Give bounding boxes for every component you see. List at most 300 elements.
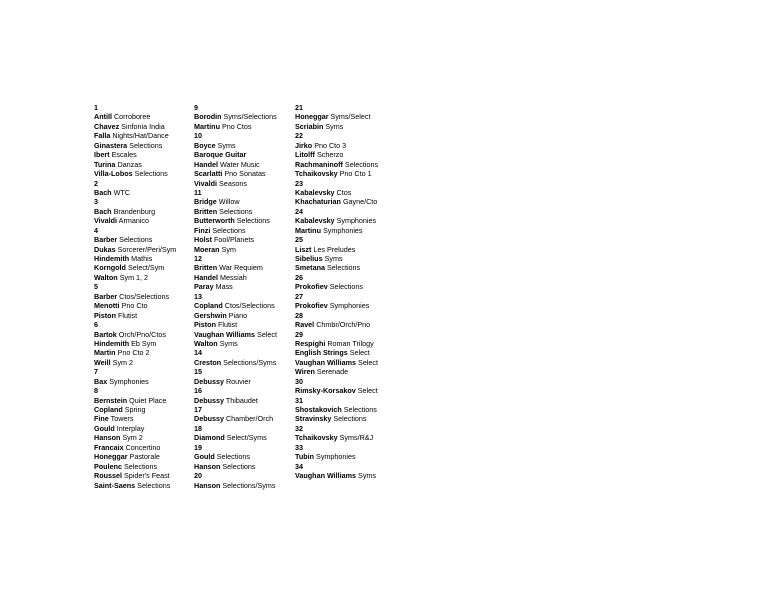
list-item bbox=[194, 452, 294, 461]
composer-name: Holst bbox=[194, 235, 212, 245]
composer-name: Barber bbox=[94, 235, 118, 245]
work-title: Symphonies bbox=[322, 225, 363, 235]
work-title: Pno Cto 2 bbox=[117, 348, 150, 358]
work-title: Pno Sonatas bbox=[224, 169, 266, 179]
composer-name: Bartok bbox=[94, 329, 117, 339]
disc-number bbox=[295, 443, 395, 452]
list-item bbox=[94, 414, 194, 423]
list-item bbox=[94, 348, 194, 357]
work-title: Sym 2 bbox=[112, 357, 134, 367]
composer-name: Hindemith bbox=[94, 254, 130, 263]
composer-name: Diamond bbox=[194, 433, 225, 443]
disc-number-label: 11 bbox=[194, 187, 202, 197]
composer-name: Creston bbox=[194, 357, 222, 367]
disc-number-label: 22 bbox=[295, 131, 303, 141]
composer-name: Bax bbox=[94, 376, 108, 386]
work-title: Pno Cto bbox=[121, 301, 148, 311]
work-title: Eb Sym bbox=[131, 338, 157, 348]
composer-name: Weill bbox=[94, 357, 111, 367]
disc-number-label: 8 bbox=[94, 386, 98, 396]
composer-name: Vaughan Williams bbox=[295, 471, 357, 481]
composer-name: Finzi bbox=[194, 225, 211, 235]
composer-name: Paray bbox=[194, 282, 214, 292]
composer-name: Sibelius bbox=[295, 254, 323, 263]
disc-number bbox=[194, 471, 294, 480]
disc-number-label: 23 bbox=[295, 178, 303, 188]
disc-number bbox=[194, 405, 294, 414]
work-title: Selections bbox=[216, 452, 250, 462]
composer-name: Martinu bbox=[194, 121, 220, 131]
composer-name: Bach bbox=[94, 206, 112, 216]
work-title: Syms bbox=[358, 471, 377, 481]
disc-number-label: 30 bbox=[295, 376, 303, 386]
disc-number bbox=[295, 179, 395, 188]
work-title: Selections bbox=[326, 263, 361, 273]
composer-name: Poulenc bbox=[94, 461, 122, 471]
composer-name: Walton bbox=[194, 338, 218, 348]
composer-name: Fine bbox=[94, 414, 109, 424]
composer-name: Debussy bbox=[194, 414, 224, 424]
work-title: Sym bbox=[221, 244, 236, 254]
list-item bbox=[295, 320, 395, 329]
composer-name: Gould bbox=[194, 452, 215, 462]
disc-number bbox=[295, 207, 395, 216]
composer-name: Copland bbox=[194, 301, 223, 311]
disc-number bbox=[295, 292, 395, 301]
composer-name: Ginastera bbox=[94, 140, 128, 150]
composer-name: Ravel bbox=[295, 320, 315, 330]
composer-name: Tubin bbox=[295, 452, 315, 462]
list-item bbox=[94, 377, 194, 386]
work-title: Chmbr/Orch/Pno bbox=[316, 320, 371, 330]
list-item bbox=[94, 141, 194, 150]
list-item bbox=[94, 330, 194, 339]
work-title: Quiet Place bbox=[129, 395, 167, 405]
disc-number-label: 15 bbox=[194, 367, 202, 377]
disc-number bbox=[94, 282, 194, 291]
list-item bbox=[194, 282, 294, 291]
disc-number-label: 28 bbox=[295, 310, 303, 320]
disc-number-label: 20 bbox=[194, 471, 202, 481]
composer-name: Kabalevsky bbox=[295, 187, 335, 197]
composer-name: Korngold bbox=[94, 263, 126, 273]
work-title: Pastorale bbox=[129, 452, 160, 462]
composer-name: Prokofiev bbox=[295, 282, 328, 292]
work-title: Flutist bbox=[117, 310, 138, 320]
list-item bbox=[194, 179, 294, 188]
list-item bbox=[94, 424, 194, 433]
disc-number-label: 29 bbox=[295, 329, 303, 339]
composer-name: Piston bbox=[194, 320, 216, 330]
list-item bbox=[194, 112, 294, 121]
work-title: Selections bbox=[212, 225, 246, 235]
work-title: Selections bbox=[236, 216, 270, 226]
work-title: Serenade bbox=[316, 367, 349, 377]
composer-name: Chavez bbox=[94, 121, 120, 131]
work-title: Brandenburg bbox=[113, 206, 156, 216]
composer-name: Antill bbox=[94, 112, 112, 122]
work-title: Nights/Hat/Dance bbox=[112, 131, 169, 141]
composer-name: Jirko bbox=[295, 140, 313, 150]
list-item bbox=[295, 245, 395, 254]
work-title: Sorcerer/Peri/Sym bbox=[117, 244, 177, 254]
composer-name: Hanson bbox=[94, 433, 121, 443]
work-title: Select/Sym bbox=[127, 263, 165, 273]
list-item bbox=[194, 301, 294, 310]
disc-number-label: 19 bbox=[194, 442, 202, 452]
list-item bbox=[194, 122, 294, 131]
disc-number-label: 32 bbox=[295, 423, 303, 433]
disc-number bbox=[194, 103, 294, 112]
list-item bbox=[295, 471, 395, 480]
disc-number bbox=[295, 235, 395, 244]
work-title: Selections bbox=[137, 480, 171, 490]
composer-name: Wiren bbox=[295, 367, 315, 377]
composer-name: Britten bbox=[194, 263, 218, 273]
disc-number-label: 10 bbox=[194, 131, 202, 141]
composer-name: Debussy bbox=[194, 376, 224, 386]
disc-number-label: 31 bbox=[295, 395, 303, 405]
work-title: Ctos bbox=[336, 187, 352, 197]
work-title: Concertino bbox=[125, 442, 161, 452]
composer-name: Villa-Lobos bbox=[94, 169, 133, 179]
list-item bbox=[94, 112, 194, 121]
list-item bbox=[194, 160, 294, 169]
work-title: Ctos/Selections bbox=[224, 301, 275, 311]
disc-number bbox=[194, 424, 294, 433]
list-item bbox=[295, 282, 395, 291]
composer-name: Menotti bbox=[94, 301, 120, 311]
list-item bbox=[94, 452, 194, 461]
list-item bbox=[295, 216, 395, 225]
work-title: Syms bbox=[219, 338, 238, 348]
list-item bbox=[94, 245, 194, 254]
composer-name: Vaughan Williams bbox=[194, 329, 256, 339]
composer-name: Shostakovich bbox=[295, 405, 342, 414]
work-title: Selections bbox=[129, 140, 163, 150]
list-item bbox=[94, 443, 194, 452]
work-title: Symphonies bbox=[336, 216, 377, 226]
composer-name: Vivaldi bbox=[94, 216, 118, 226]
composer-name: Vaughan Williams bbox=[295, 357, 357, 367]
list-item bbox=[295, 188, 395, 197]
disc-number bbox=[295, 396, 395, 405]
work-title: Select/Syms bbox=[226, 433, 267, 443]
work-title: Selections bbox=[219, 206, 253, 216]
list-item bbox=[94, 216, 194, 225]
disc-number-label: 17 bbox=[194, 405, 202, 414]
work-title: Select bbox=[358, 357, 379, 367]
list-item bbox=[295, 358, 395, 367]
composer-name: Copland bbox=[94, 405, 123, 414]
list-item bbox=[94, 207, 194, 216]
composer-name: Scriabin bbox=[295, 121, 324, 131]
work-title: Fool/Planets bbox=[213, 235, 254, 245]
disc-number bbox=[295, 462, 395, 471]
list-item bbox=[94, 235, 194, 244]
composer-name: Rimsky-Korsakov bbox=[295, 386, 356, 396]
work-title: Pno Cto 3 bbox=[314, 140, 347, 150]
work-title: Sym 2 bbox=[122, 433, 143, 443]
composer-name: Bridge bbox=[194, 197, 217, 207]
composer-name: Stravinsky bbox=[295, 414, 332, 424]
list-item bbox=[94, 150, 194, 159]
list-item bbox=[194, 481, 294, 490]
disc-number-label: 21 bbox=[295, 103, 303, 112]
composer-name: Borodin bbox=[194, 112, 222, 122]
list-item bbox=[94, 358, 194, 367]
work-title: Syms bbox=[325, 121, 344, 131]
composer-name: Butterworth bbox=[194, 216, 235, 226]
list-item bbox=[295, 452, 395, 461]
list-item bbox=[295, 197, 395, 206]
composer-name: Baroque Guitar bbox=[194, 150, 247, 160]
disc-number bbox=[295, 424, 395, 433]
list-item bbox=[295, 433, 395, 442]
list-column-3 bbox=[295, 103, 395, 481]
work-title: Sym 1, 2 bbox=[119, 272, 149, 282]
composer-name: Respighi bbox=[295, 338, 326, 348]
composer-name: Prokofiev bbox=[295, 301, 328, 311]
disc-number-label: 27 bbox=[295, 291, 303, 301]
composer-name: Bernstein bbox=[94, 395, 128, 405]
composer-name: Bach bbox=[94, 187, 112, 197]
work-title: Messiah bbox=[219, 272, 247, 282]
disc-number-label: 1 bbox=[94, 103, 98, 112]
work-title: Orch/Pno/Ctos bbox=[118, 329, 166, 339]
disc-number bbox=[194, 443, 294, 452]
list-item bbox=[194, 226, 294, 235]
disc-number bbox=[194, 188, 294, 197]
work-title: Les Preludes bbox=[313, 244, 356, 254]
work-title: Ctos/Selections bbox=[119, 291, 170, 301]
composer-name: Litolff bbox=[295, 150, 315, 160]
list-item bbox=[94, 311, 194, 320]
composer-name: Falla bbox=[94, 131, 111, 141]
composer-name: Roussel bbox=[94, 471, 122, 481]
composer-name: Khachaturian bbox=[295, 197, 341, 207]
disc-number-label: 18 bbox=[194, 423, 202, 433]
disc-number bbox=[94, 179, 194, 188]
list-item bbox=[94, 131, 194, 140]
disc-number bbox=[194, 254, 294, 263]
list-item bbox=[194, 330, 294, 339]
work-title: Gayne/Cto bbox=[342, 197, 378, 207]
list-item bbox=[295, 386, 395, 395]
disc-number-label: 7 bbox=[94, 367, 98, 377]
list-item bbox=[194, 339, 294, 348]
composer-name: English Strings bbox=[295, 348, 348, 358]
composer-name: Saint-Saens bbox=[94, 480, 136, 490]
list-item bbox=[194, 377, 294, 386]
work-title: Symphonies bbox=[316, 452, 356, 462]
work-title: Symphonies bbox=[329, 301, 370, 311]
composer-name: Kabalevsky bbox=[295, 216, 335, 226]
list-item bbox=[94, 122, 194, 131]
work-title: Mathis bbox=[131, 254, 153, 263]
work-title: Pno Cto 1 bbox=[339, 169, 372, 179]
disc-number-label: 26 bbox=[295, 272, 303, 282]
disc-number-label: 34 bbox=[295, 461, 303, 471]
work-title: Select bbox=[257, 329, 278, 339]
list-item bbox=[194, 273, 294, 282]
list-item bbox=[94, 396, 194, 405]
work-title: Selections bbox=[329, 282, 363, 292]
work-title: Chamber/Orch bbox=[225, 414, 274, 424]
composer-name: Moeran bbox=[194, 244, 220, 254]
work-title: Selections bbox=[123, 461, 158, 471]
composer-name: Hanson bbox=[194, 461, 221, 471]
list-item bbox=[194, 320, 294, 329]
list-item bbox=[94, 481, 194, 490]
disc-number bbox=[194, 131, 294, 140]
composer-name: Ibert bbox=[94, 150, 110, 160]
composer-name: Martin bbox=[94, 348, 116, 358]
work-title: Escales bbox=[111, 150, 137, 160]
composer-name: Tchaikovsky bbox=[295, 169, 338, 179]
composer-name: Gould bbox=[94, 423, 115, 433]
list-item bbox=[295, 112, 395, 121]
list-item bbox=[94, 471, 194, 480]
work-title: Spring bbox=[124, 405, 146, 414]
composer-name: Hanson bbox=[194, 480, 221, 490]
list-item bbox=[295, 150, 395, 159]
composer-name: Hindemith bbox=[94, 338, 130, 348]
list-item bbox=[194, 150, 294, 159]
work-title: Thibaudet bbox=[225, 395, 258, 405]
disc-number bbox=[295, 311, 395, 320]
work-title: Selections bbox=[222, 461, 256, 471]
disc-number-label: 9 bbox=[194, 103, 198, 112]
list-column-1 bbox=[94, 103, 194, 490]
list-item bbox=[194, 216, 294, 225]
disc-number-label: 25 bbox=[295, 235, 303, 245]
list-item bbox=[94, 188, 194, 197]
composer-name: Handel bbox=[194, 272, 218, 282]
work-title: Selections/Syms bbox=[222, 480, 276, 490]
work-title: Select bbox=[349, 348, 370, 358]
work-title: Water Music bbox=[219, 159, 260, 169]
list-item bbox=[94, 169, 194, 178]
list-item bbox=[94, 339, 194, 348]
composer-name: Liszt bbox=[295, 244, 312, 254]
list-item bbox=[194, 414, 294, 423]
list-item bbox=[295, 367, 395, 376]
work-title: Danzas bbox=[117, 159, 142, 169]
composer-name: Honeggar bbox=[94, 452, 128, 462]
list-item bbox=[295, 226, 395, 235]
work-title: Syms bbox=[324, 254, 343, 263]
list-item bbox=[295, 254, 395, 263]
list-item bbox=[194, 169, 294, 178]
disc-number bbox=[94, 103, 194, 112]
disc-number-label: 13 bbox=[194, 291, 202, 301]
work-title: Selections bbox=[119, 235, 153, 245]
list-item bbox=[94, 433, 194, 442]
list-item bbox=[94, 405, 194, 414]
work-title: Spider's Feast bbox=[123, 471, 170, 481]
list-item bbox=[94, 462, 194, 471]
composer-name: Honeggar bbox=[295, 112, 329, 122]
disc-number-label: 3 bbox=[94, 197, 98, 207]
work-title: Interplay bbox=[116, 423, 145, 433]
composer-name: Turina bbox=[94, 159, 116, 169]
list-item bbox=[94, 254, 194, 263]
composer-name: Debussy bbox=[194, 395, 224, 405]
work-title: Piano bbox=[228, 310, 248, 320]
list-item bbox=[194, 141, 294, 150]
composer-name: Martinu bbox=[295, 225, 321, 235]
work-title: Mass bbox=[215, 282, 233, 292]
work-title: Syms/Selections bbox=[223, 112, 277, 122]
list-item bbox=[194, 263, 294, 272]
disc-number-label: 14 bbox=[194, 348, 202, 358]
disc-number bbox=[295, 103, 395, 112]
list-item bbox=[194, 235, 294, 244]
disc-number bbox=[94, 320, 194, 329]
list-item bbox=[94, 292, 194, 301]
composer-name: Vivaldi bbox=[194, 178, 218, 188]
work-title: Willow bbox=[218, 197, 240, 207]
disc-number bbox=[94, 386, 194, 395]
disc-number bbox=[295, 377, 395, 386]
list-item bbox=[194, 245, 294, 254]
work-title: Selections bbox=[134, 169, 168, 179]
work-title: Seasons bbox=[219, 178, 248, 188]
composer-name: Smetana bbox=[295, 263, 325, 273]
work-title: Scherzo bbox=[316, 150, 344, 160]
disc-number bbox=[194, 367, 294, 376]
list-item bbox=[194, 396, 294, 405]
list-item bbox=[194, 462, 294, 471]
list-item bbox=[295, 169, 395, 178]
work-title: Syms/R&J bbox=[339, 433, 374, 443]
disc-number-label: 33 bbox=[295, 442, 303, 452]
composer-name: Boyce bbox=[194, 140, 216, 150]
composer-name: Britten bbox=[194, 206, 218, 216]
list-item bbox=[94, 160, 194, 169]
disc-number bbox=[295, 330, 395, 339]
work-title: WTC bbox=[113, 187, 130, 197]
list-item bbox=[94, 301, 194, 310]
composer-name: Walton bbox=[94, 272, 118, 282]
composer-name: Barber bbox=[94, 291, 118, 301]
list-item bbox=[94, 263, 194, 272]
disc-number bbox=[194, 386, 294, 395]
composer-name: Handel bbox=[194, 159, 218, 169]
list-item bbox=[295, 122, 395, 131]
list-item bbox=[94, 273, 194, 282]
list-item bbox=[194, 433, 294, 442]
work-title: Selections bbox=[343, 405, 377, 414]
work-title: Select bbox=[357, 386, 378, 396]
work-title: Armanico bbox=[118, 216, 150, 226]
disc-number-label: 16 bbox=[194, 386, 202, 396]
disc-number bbox=[295, 273, 395, 282]
list-item bbox=[295, 414, 395, 423]
disc-number bbox=[94, 226, 194, 235]
work-title: Towers bbox=[110, 414, 134, 424]
list-item bbox=[295, 339, 395, 348]
work-title: Roman Trilogy bbox=[327, 338, 374, 348]
list-item bbox=[295, 141, 395, 150]
list-column-2 bbox=[194, 103, 294, 490]
work-title: Corroboree bbox=[113, 112, 151, 122]
disc-number-label: 5 bbox=[94, 282, 98, 292]
work-title: Rouvier bbox=[225, 376, 251, 386]
list-item bbox=[295, 348, 395, 357]
list-item bbox=[295, 263, 395, 272]
